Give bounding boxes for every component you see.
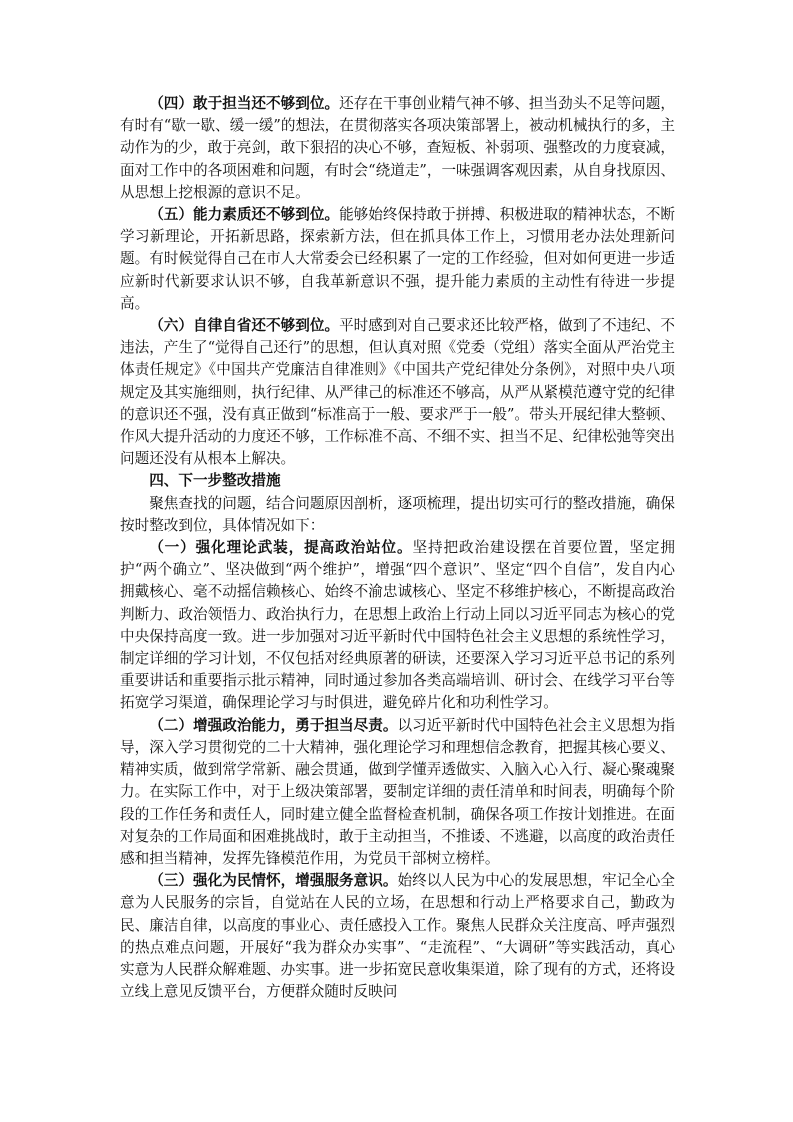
paragraph-lead: （六）自律自省还不够到位。 <box>149 317 340 335</box>
paragraph-self-discipline <box>120 315 675 470</box>
paragraph-measure-people-service <box>120 870 675 1003</box>
paragraph-intro: 聚焦查找的问题，结合问题原因剖析，逐项梳理，提出切实可行的整改措施，确保按时整改到位，具体情况如下： <box>120 494 675 534</box>
paragraph-text: 能够始终保持敢于拼搏、积极进取的精神状态，不断学习新理论，开拓新思路，探索新方法，但在抓具体工作上，习惯用老办法处理新问题。有时候觉得自己在市人大常委会已经积累了一定的工作经验，但对如何更进一步适应新时代新要求认识不够，自我革新意识不强，提升能力素质的主动性有待进一步提高。 <box>120 206 675 312</box>
paragraph-lead: （三）强化为民情怀，增强服务意识。 <box>149 872 398 890</box>
paragraph-measure-political-ability <box>120 715 675 870</box>
section-heading-next-steps: 四、下一步整改措施 <box>149 472 281 490</box>
paragraph-text: 始终以人民为中心的发展思想，牢记全心全意为人民服务的宗旨，自觉站在人民的立场，在思想和行动上严格要求自己，勤政为民、廉洁自律，以高度的事业心、责任感投入工作。聚焦人民群众关注度高、呼声强烈的热点难点问题，开展好“我为群众办实事”、“走流程”、“大调研”等实践活动，真心实意为人民群众解难题、办实事。进一步拓宽民意收集渠道，除了现有的方式，还将设立线上意见反馈平台，方便群众随时反映问 <box>120 872 675 1001</box>
paragraph-text: 平时感到对自己要求还比较严格，做到了不违纪、不违法，产生了“觉得自己还行”的思想，但认真对照《党委（党组）落实全面从严治党主体责任规定》《中国共产党廉洁自律准则》《中国共产党纪律处分条例》，对照中央八项规定及其实施细则，执行纪律、从严律己的标准还不够高，从严从紧模范遵守党的纪律的意识还不强，没有真正做到“标准高于一般、要求严于一般”。带头开展纪律大整顿、作风大提升活动的力度还不够，工作标准不高、不细不实、担当不足、纪律松弛等突出问题还没有从根本上解决。 <box>120 317 675 468</box>
paragraph-ability-to-take-responsibility <box>120 93 675 204</box>
paragraph-text: 以习近平新时代中国特色社会主义思想为指导，深入学习贯彻党的二十大精神，强化理论学习和理想信念教育，把握其核心要义、精神实质，做到常学常新、融会贯通，做到学懂弄透做实、入脑入心入行、凝心聚魂聚力。在实际工作中，对于上级决策部署，要制定详细的责任清单和时间表，明确每个阶段的工作任务和责任人，同时建立健全监督检查机制，确保各项工作按计划推进。在面对复杂的工作局面和困难挑战时，敢于主动担当，不推诿、不逃避，以高度的政治责任感和担当精神，发挥先锋模范作用，为党员干部树立榜样。 <box>120 716 675 867</box>
paragraph-lead: （二）增强政治能力，勇于担当尽责。 <box>149 716 398 734</box>
document-body <box>120 93 675 1003</box>
paragraph-text: 还存在干事创业精气神不够、担当劲头不足等问题，有时有“歇一歇、缓一缓”的想法，在贯彻落实各项决策部署上，被动机械执行的多，主动作为的少，敢于亮剑，敢下狠招的决心不够，查短板、补弱项、强整改的力度衰减，面对工作中的各项困难和问题，有时会“绕道走”，一味强调客观因素，从自身找原因、从思想上挖根源的意识不足。 <box>120 95 675 201</box>
paragraph-measure-theory <box>120 537 675 715</box>
paragraph-lead: （五）能力素质还不够到位。 <box>149 206 340 224</box>
paragraph-ability-quality <box>120 204 675 315</box>
paragraph-text: 坚持把政治建设摆在首要位置，坚定拥护“两个确立”、坚决做到“两个维护”，增强“四个意识”、坚定“四个自信”，发自内心拥戴核心、毫不动摇信赖核心、始终不渝忠诚核心、坚定不移维护核心，不断提高政治判断力、政治领悟力、政治执行力，在思想上政治上行动上同以习近平同志为核心的党中央保持高度一致。进一步加强对习近平新时代中国特色社会主义思想的系统性学习，制定详细的学习计划，不仅包括对经典原著的研读，还要深入学习习近平总书记的系列重要讲话和重要指示批示精神，同时通过参加各类高端培训、研讨会、在线学习平台等拓宽学习渠道，确保理论学习与时俱进，避免碎片化和功利性学习。 <box>120 539 675 712</box>
paragraph-lead: （一）强化理论武装，提高政治站位。 <box>149 539 413 557</box>
paragraph-lead: （四）敢于担当还不够到位。 <box>149 95 340 112</box>
